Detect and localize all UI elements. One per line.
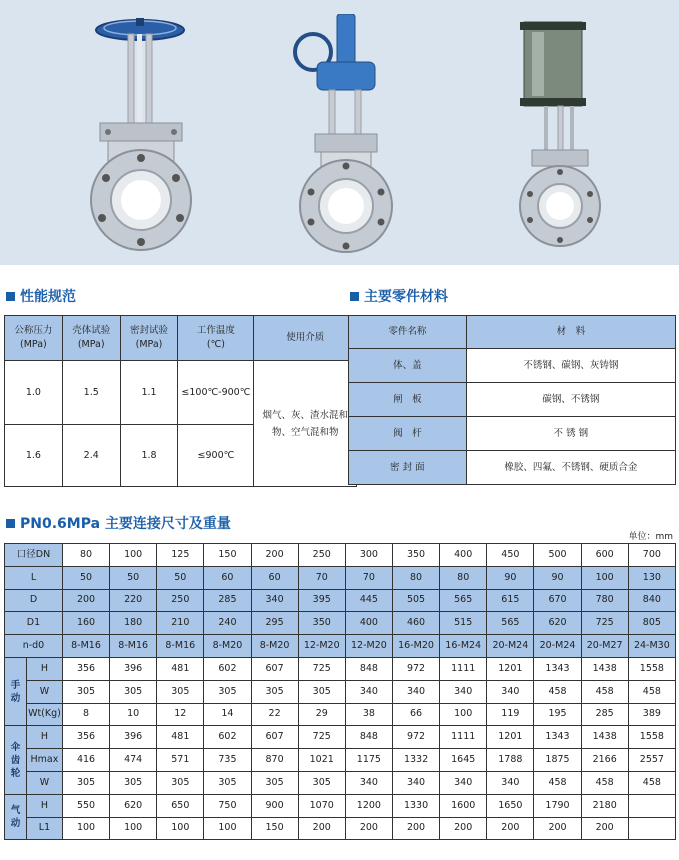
row-label-cell: H (26, 726, 62, 749)
value-cell: 550 (62, 794, 109, 817)
part-name-cell: 密 封 面 (349, 451, 467, 485)
square-bullet-icon (350, 292, 359, 301)
row-label-cell: W (26, 680, 62, 703)
value-cell: 1438 (581, 726, 628, 749)
group-label-cell: 手 动 (5, 657, 27, 725)
value-cell: 20-M24 (487, 635, 534, 658)
value-cell: 870 (251, 749, 298, 772)
value-cell: 305 (62, 680, 109, 703)
value-cell: 195 (534, 703, 581, 726)
value-cell: 200 (487, 817, 534, 840)
value-cell: 130 (628, 566, 675, 589)
value-cell: 38 (345, 703, 392, 726)
value-cell: 1111 (440, 726, 487, 749)
value-cell: 458 (581, 680, 628, 703)
value-cell: 305 (62, 771, 109, 794)
performance-title-text: 性能规范 (20, 289, 76, 305)
value-cell: 848 (345, 657, 392, 680)
value-cell: 481 (157, 657, 204, 680)
value-cell: 1790 (534, 794, 581, 817)
medium-cell (254, 361, 357, 487)
value-cell: 725 (298, 726, 345, 749)
dimension-row (5, 589, 676, 612)
value-cell: 80 (392, 566, 439, 589)
performance-section-title (6, 286, 76, 306)
value-cell: 8 (62, 703, 109, 726)
value-cell: 200 (345, 817, 392, 840)
value-cell: 607 (251, 726, 298, 749)
value-cell: 70 (345, 566, 392, 589)
value-cell: 100 (204, 817, 251, 840)
value-cell: 8-M20 (251, 635, 298, 658)
dn-cell: 100 (110, 544, 157, 567)
value-cell: 565 (487, 612, 534, 635)
value-cell: 458 (628, 680, 675, 703)
materials-section-title (350, 286, 448, 306)
value-cell: 840 (628, 589, 675, 612)
value-cell: 29 (298, 703, 345, 726)
row-label-cell: Wt(Kg) (26, 703, 62, 726)
value-cell: 8-M16 (62, 635, 109, 658)
header-text: 公称压力 (MPa) (14, 325, 53, 350)
value-cell: 1070 (298, 794, 345, 817)
materials-row (349, 383, 676, 417)
medium-text: 烟气、灰、渣水混和物、空气混和物 (262, 409, 348, 438)
dimension-row (5, 680, 676, 703)
dn-label-cell: 口径DN (5, 544, 63, 567)
dn-cell: 200 (251, 544, 298, 567)
value-cell: 515 (440, 612, 487, 635)
materials-table (348, 315, 676, 485)
group-label-cell: 气 动 (5, 794, 27, 840)
value-cell: 565 (440, 589, 487, 612)
cell: 1.8 (120, 425, 178, 487)
value-cell: 100 (157, 817, 204, 840)
cell: ≤900℃ (178, 425, 254, 487)
bevel-gear-knife-gate-valve-photo (285, 14, 405, 259)
value-cell: 900 (251, 794, 298, 817)
pneumatic-knife-gate-valve-photo (510, 18, 620, 248)
value-cell: 340 (345, 680, 392, 703)
value-cell: 1175 (345, 749, 392, 772)
value-cell: 725 (298, 657, 345, 680)
value-cell: 650 (157, 794, 204, 817)
value-cell: 340 (251, 589, 298, 612)
dn-cell: 450 (487, 544, 534, 567)
value-cell: 1343 (534, 726, 581, 749)
row-label-cell: D1 (5, 612, 63, 635)
row-label-cell: D (5, 589, 63, 612)
value-cell: 780 (581, 589, 628, 612)
value-cell: 416 (62, 749, 109, 772)
value-cell: 1201 (487, 657, 534, 680)
dimension-row (5, 726, 676, 749)
part-name-cell: 体、盖 (349, 349, 467, 383)
dn-cell: 125 (157, 544, 204, 567)
value-cell: 460 (392, 612, 439, 635)
value-cell: 305 (298, 771, 345, 794)
value-cell: 305 (298, 680, 345, 703)
value-cell: 50 (157, 566, 204, 589)
value-cell: 50 (62, 566, 109, 589)
value-cell: 16-M24 (440, 635, 487, 658)
value-cell: 60 (251, 566, 298, 589)
value-cell: 8-M16 (157, 635, 204, 658)
cell: 1.5 (62, 361, 120, 425)
value-cell: 389 (628, 703, 675, 726)
value-cell: 305 (204, 771, 251, 794)
value-cell: 848 (345, 726, 392, 749)
value-cell: 8-M20 (204, 635, 251, 658)
value-cell: 100 (62, 817, 109, 840)
value-cell: 22 (251, 703, 298, 726)
value-cell: 725 (581, 612, 628, 635)
value-cell: 1332 (392, 749, 439, 772)
value-cell: 620 (110, 794, 157, 817)
materials-row (349, 349, 676, 383)
materials-row (349, 451, 676, 485)
value-cell: 14 (204, 703, 251, 726)
value-cell: 2180 (581, 794, 628, 817)
value-cell: 20-M24 (534, 635, 581, 658)
value-cell: 350 (298, 612, 345, 635)
value-cell: 8-M16 (110, 635, 157, 658)
value-cell: 805 (628, 612, 675, 635)
row-label-cell: L1 (26, 817, 62, 840)
performance-header-row (5, 316, 357, 361)
header-seal-test (120, 316, 178, 361)
value-cell: 1875 (534, 749, 581, 772)
header-text: 工作温度 (℃) (196, 325, 235, 350)
value-cell: 295 (251, 612, 298, 635)
value-cell: 90 (487, 566, 534, 589)
value-cell: 340 (392, 680, 439, 703)
cell: 1.1 (120, 361, 178, 425)
value-cell: 150 (251, 817, 298, 840)
value-cell: 305 (157, 680, 204, 703)
value-cell: 458 (581, 771, 628, 794)
dn-cell: 600 (581, 544, 628, 567)
value-cell: 285 (204, 589, 251, 612)
value-cell: 12-M20 (298, 635, 345, 658)
value-cell: 1558 (628, 657, 675, 680)
dimensions-table-body (5, 544, 676, 840)
materials-title-text: 主要零件材料 (364, 289, 448, 305)
dn-cell: 400 (440, 544, 487, 567)
value-cell: 571 (157, 749, 204, 772)
row-label-cell: H (26, 794, 62, 817)
value-cell: 458 (534, 771, 581, 794)
dn-cell: 350 (392, 544, 439, 567)
handwheel-knife-gate-valve-photo (80, 8, 210, 258)
material-cell: 不 锈 钢 (466, 417, 675, 451)
dimension-row (5, 657, 676, 680)
value-cell: 474 (110, 749, 157, 772)
value-cell: 305 (157, 771, 204, 794)
value-cell: 750 (204, 794, 251, 817)
value-cell: 100 (440, 703, 487, 726)
value-cell: 602 (204, 657, 251, 680)
value-cell: 200 (534, 817, 581, 840)
square-bullet-icon (6, 519, 15, 528)
value-cell: 200 (581, 817, 628, 840)
value-cell: 80 (440, 566, 487, 589)
value-cell: 2557 (628, 749, 675, 772)
value-cell: 66 (392, 703, 439, 726)
part-name-cell: 阀 杆 (349, 417, 467, 451)
value-cell: 12-M20 (345, 635, 392, 658)
performance-table (4, 315, 357, 487)
dimensions-table (4, 543, 676, 840)
value-cell: 1645 (440, 749, 487, 772)
value-cell: 160 (62, 612, 109, 635)
value-cell: 305 (110, 771, 157, 794)
row-label-cell: W (26, 771, 62, 794)
dimension-row (5, 749, 676, 772)
value-cell: 2166 (581, 749, 628, 772)
value-cell: 615 (487, 589, 534, 612)
part-name-cell: 闸 板 (349, 383, 467, 417)
value-cell: 1343 (534, 657, 581, 680)
value-cell: 90 (534, 566, 581, 589)
value-cell: 20-M27 (581, 635, 628, 658)
value-cell: 240 (204, 612, 251, 635)
value-cell: 12 (157, 703, 204, 726)
value-cell: 340 (440, 680, 487, 703)
group-label-cell: 伞 齿 轮 (5, 726, 27, 794)
value-cell: 100 (581, 566, 628, 589)
value-cell (628, 794, 675, 817)
value-cell: 200 (392, 817, 439, 840)
value-cell: 340 (487, 771, 534, 794)
cell: 1.0 (5, 361, 63, 425)
unit-note: 单位：mm (628, 532, 673, 542)
value-cell: 356 (62, 726, 109, 749)
value-cell: 1200 (345, 794, 392, 817)
value-cell: 340 (440, 771, 487, 794)
dimensions-title-text: PN0.6MPa 主要连接尺寸及重量 (20, 516, 231, 532)
value-cell: 200 (62, 589, 109, 612)
header-text: 密封试验 (MPa) (130, 325, 169, 350)
value-cell: 340 (345, 771, 392, 794)
dn-cell: 250 (298, 544, 345, 567)
header-shell-test (62, 316, 120, 361)
value-cell (628, 817, 675, 840)
cell: 2.4 (62, 425, 120, 487)
value-cell: 481 (157, 726, 204, 749)
value-cell: 505 (392, 589, 439, 612)
dimension-row (5, 703, 676, 726)
value-cell: 305 (251, 680, 298, 703)
value-cell: 70 (298, 566, 345, 589)
dn-cell: 150 (204, 544, 251, 567)
value-cell: 285 (581, 703, 628, 726)
row-label-cell: L (5, 566, 63, 589)
value-cell: 250 (157, 589, 204, 612)
material-cell: 橡胶、四氟、不锈钢、硬质合金 (466, 451, 675, 485)
value-cell: 1558 (628, 726, 675, 749)
value-cell: 16-M20 (392, 635, 439, 658)
materials-row (349, 417, 676, 451)
value-cell: 305 (110, 680, 157, 703)
dn-cell: 80 (62, 544, 109, 567)
value-cell: 400 (345, 612, 392, 635)
cell: 1.6 (5, 425, 63, 487)
value-cell: 972 (392, 657, 439, 680)
square-bullet-icon (6, 292, 15, 301)
header-text: 壳体试验 (MPa) (72, 325, 111, 350)
header-working-temp (178, 316, 254, 361)
product-photo-band (0, 0, 679, 265)
dimension-row (5, 566, 676, 589)
dimension-row (5, 794, 676, 817)
value-cell: 396 (110, 726, 157, 749)
header-part-name: 零件名称 (349, 316, 467, 349)
value-cell: 305 (204, 680, 251, 703)
value-cell: 1650 (487, 794, 534, 817)
dn-cell: 300 (345, 544, 392, 567)
value-cell: 395 (298, 589, 345, 612)
row-label-cell: n-d0 (5, 635, 63, 658)
value-cell: 396 (110, 657, 157, 680)
dn-row (5, 544, 676, 567)
dimension-row (5, 771, 676, 794)
value-cell: 305 (251, 771, 298, 794)
header-medium (254, 316, 357, 361)
value-cell: 200 (298, 817, 345, 840)
value-cell: 602 (204, 726, 251, 749)
header-text: 使用介质 (286, 332, 325, 343)
value-cell: 119 (487, 703, 534, 726)
value-cell: 24-M30 (628, 635, 675, 658)
value-cell: 220 (110, 589, 157, 612)
value-cell: 670 (534, 589, 581, 612)
value-cell: 1330 (392, 794, 439, 817)
value-cell: 340 (487, 680, 534, 703)
cell: ≤100℃-900℃ (178, 361, 254, 425)
dimension-row (5, 612, 676, 635)
value-cell: 50 (110, 566, 157, 589)
value-cell: 60 (204, 566, 251, 589)
row-label-cell: Hmax (26, 749, 62, 772)
value-cell: 458 (628, 771, 675, 794)
value-cell: 1600 (440, 794, 487, 817)
value-cell: 1788 (487, 749, 534, 772)
value-cell: 1021 (298, 749, 345, 772)
value-cell: 180 (110, 612, 157, 635)
value-cell: 972 (392, 726, 439, 749)
value-cell: 735 (204, 749, 251, 772)
value-cell: 10 (110, 703, 157, 726)
dn-cell: 500 (534, 544, 581, 567)
dimensions-section-title (6, 513, 231, 533)
value-cell: 1201 (487, 726, 534, 749)
value-cell: 445 (345, 589, 392, 612)
performance-row (5, 361, 357, 425)
dimension-row (5, 635, 676, 658)
value-cell: 210 (157, 612, 204, 635)
dn-cell: 700 (628, 544, 675, 567)
header-material: 材 料 (466, 316, 675, 349)
material-cell: 碳钢、不锈钢 (466, 383, 675, 417)
header-nominal-pressure (5, 316, 63, 361)
value-cell: 200 (440, 817, 487, 840)
value-cell: 356 (62, 657, 109, 680)
value-cell: 340 (392, 771, 439, 794)
value-cell: 620 (534, 612, 581, 635)
dimension-row (5, 817, 676, 840)
value-cell: 1438 (581, 657, 628, 680)
value-cell: 100 (110, 817, 157, 840)
materials-header-row (349, 316, 676, 349)
row-label-cell: H (26, 657, 62, 680)
material-cell: 不锈钢、碳钢、灰铸钢 (466, 349, 675, 383)
value-cell: 607 (251, 657, 298, 680)
value-cell: 1111 (440, 657, 487, 680)
value-cell: 458 (534, 680, 581, 703)
